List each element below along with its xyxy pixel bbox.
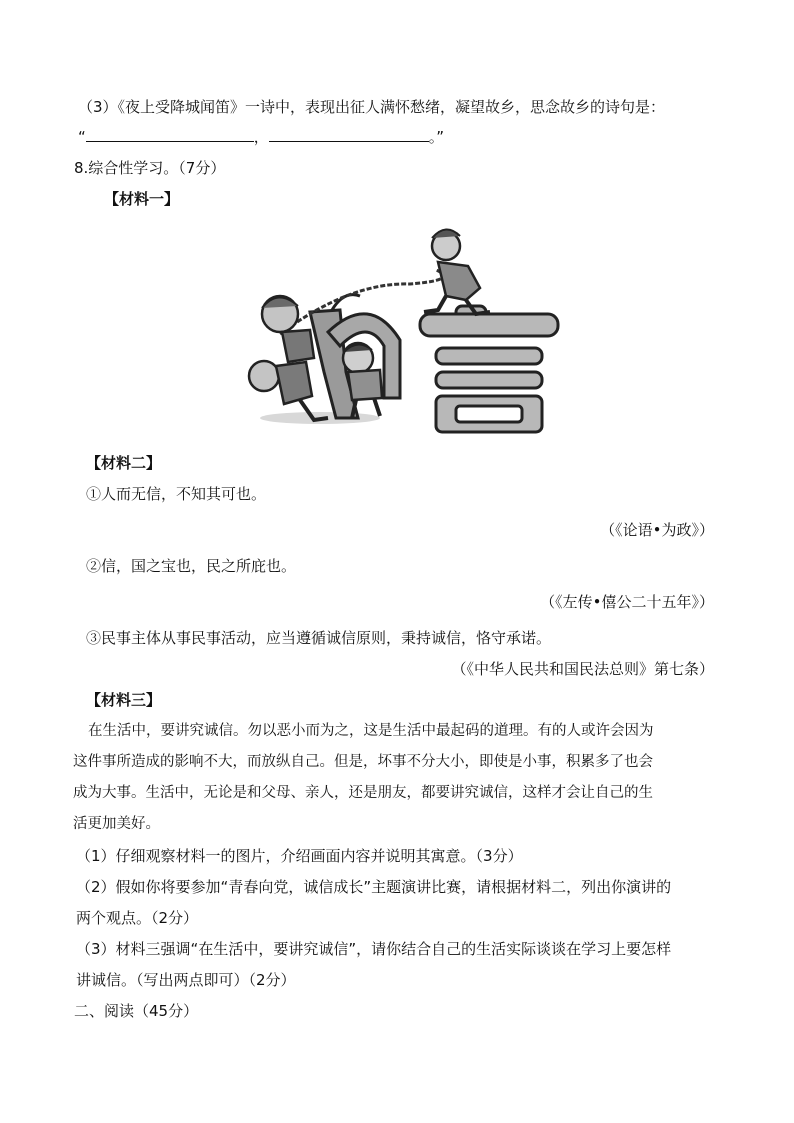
quote-1-text: ①人而无信，不知其可也。 bbox=[86, 485, 267, 503]
quote-3-source: （《中华人民共和国民法总则》第七条） bbox=[451, 660, 714, 678]
material2-label: 【材料二】 bbox=[86, 454, 162, 472]
open-quote: “ bbox=[78, 128, 86, 146]
question-1: （1）仔细观察材料一的图片，介绍画面内容并说明其寓意。（3分） bbox=[76, 847, 523, 865]
q8-title: 8.综合性学习。（7分） bbox=[74, 159, 226, 177]
section2-title: 二、阅读（45分） bbox=[74, 1002, 199, 1020]
end-quote: 。” bbox=[428, 128, 445, 146]
q7-3-prompt: （3）《夜上受降城闻笛》一诗中，表现出征人满怀愁绪，凝望故乡，思念故乡的诗句是： bbox=[78, 98, 666, 116]
yan-block bbox=[420, 306, 558, 432]
material3-line-4: 活更加美好。 bbox=[73, 816, 160, 832]
question-2: （2）假如你将要参加“青春向党，诚信成长”主题演讲比赛，请根据材料二，列出你演讲的 bbox=[76, 878, 672, 896]
material3-label: 【材料三】 bbox=[86, 691, 162, 709]
quote-3-text: ③民事主体从事民事活动，应当遵循诚信原则，秉持诚信，恪守承诺。 bbox=[86, 629, 552, 647]
question-2-cont: 两个观点。（2分） bbox=[76, 909, 199, 927]
material1-label: 【材料一】 bbox=[104, 190, 180, 208]
material3-line-3: 成为大事。生活中，无论是和父母、亲人，还是朋友，都要讲究诚信，这样才会让自己的生 bbox=[73, 785, 653, 801]
quote-1-source: （《论语•为政》） bbox=[600, 521, 714, 539]
figure-left-top bbox=[262, 296, 314, 362]
figure-top bbox=[424, 229, 490, 314]
q7-3-answer-line bbox=[78, 127, 444, 147]
answer-blank-2[interactable] bbox=[269, 127, 429, 142]
quote-2-text: ②信，国之宝也，民之所庇也。 bbox=[86, 557, 297, 575]
question-3: （3）材料三强调“在生活中，要讲究诚信”，请你结合自己的生活实际谈谈在学习上要怎样 bbox=[76, 940, 672, 958]
material3-line-2: 这件事所造成的影响不大，而放纵自己。但是，坏事不分大小，即使是小事，积累多了也会 bbox=[73, 754, 653, 770]
comma: ， bbox=[253, 128, 269, 146]
question-3-cont: 讲诚信。（写出两点即可）（2分） bbox=[76, 971, 296, 989]
xin-illustration bbox=[240, 222, 562, 434]
figure-left-bottom bbox=[249, 361, 328, 420]
answer-blank-1[interactable] bbox=[86, 127, 254, 142]
quote-2-source: （《左传•僖公二十五年》） bbox=[540, 593, 714, 611]
material3-line-1: 在生活中，要讲究诚信。勿以恶小而为之，这是生活中最起码的道理。有的人或许会因为 bbox=[88, 723, 654, 739]
